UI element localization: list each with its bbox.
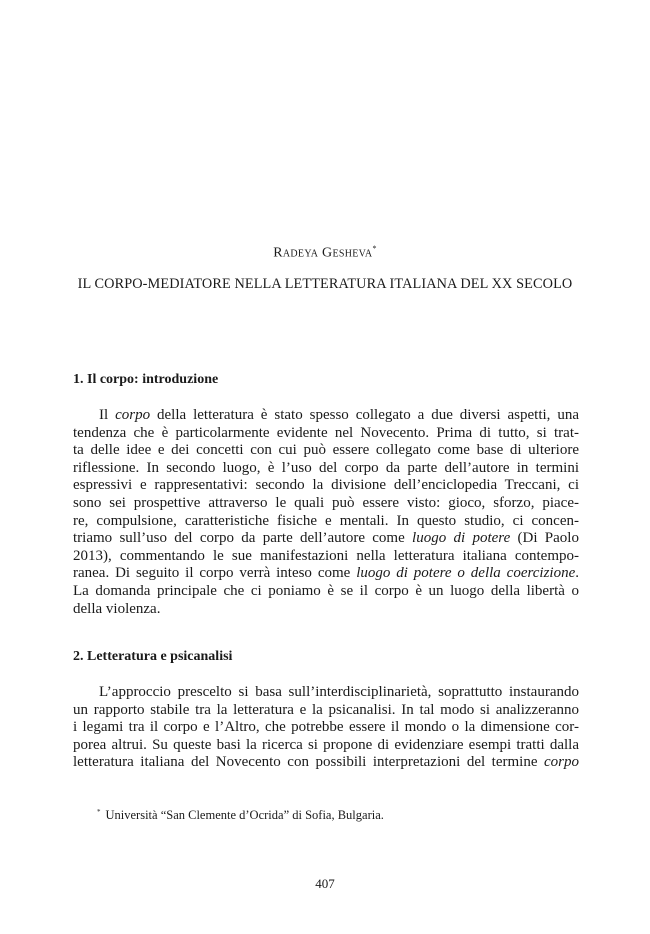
italic-term: corpo <box>544 754 579 771</box>
paragraph-line <box>73 530 579 548</box>
footnote-mark: * <box>97 808 101 816</box>
section-heading-1: 1. Il corpo: introduzione <box>73 372 219 387</box>
text-run: letteratura italiana del Novecento con possibili interpretazioni del termine <box>73 754 544 771</box>
section-2-paragraph <box>73 684 579 772</box>
author-name-text: Radeya Gesheva <box>273 245 373 261</box>
italic-term: luogo di potere <box>412 530 511 547</box>
text-run: ranea. Di seguito il corpo verrà inteso come <box>73 565 357 582</box>
italic-term: luogo di potere o della coercizione <box>356 565 576 582</box>
author-name <box>0 244 650 262</box>
paragraph-line <box>73 407 579 425</box>
text-run: (Di Paolo <box>510 530 579 547</box>
paragraph-line: della violenza. <box>73 600 161 617</box>
section-heading-2: 2. Letteratura e psicanalisi <box>73 649 233 664</box>
paragraph-line: riflessione. In secondo luogo, è l’uso del corpo da parte dell’autore in termini <box>73 459 579 476</box>
italic-term: corpo <box>115 407 151 423</box>
paragraph-line: ta delle idee e dei concetti con cui può essere collegato come base di ulteriore <box>73 442 579 459</box>
paragraph-line: 2013), commentando le sue manifestazioni nella letteratura italiana contempo- <box>73 547 579 564</box>
paragraph-line <box>73 565 579 583</box>
paragraph-line: sono sei prospettive attraverso le quali può essere visto: gioco, sforzo, piace- <box>73 494 579 511</box>
paragraph-line: L’approccio prescelto si basa sull’interdisciplinarietà, soprattutto instaurando <box>99 684 579 700</box>
footnote-text: Università “San Clemente d’Ocrida” di Sofia, Bulgaria. <box>105 808 384 823</box>
section-1-paragraph <box>73 407 579 618</box>
paragraph-line: La domanda principale che ci poniamo è se il corpo è un luogo della libertà o <box>73 582 579 599</box>
paragraph-line: un rapporto stabile tra la letteratura e la psicanalisi. In tal modo si analizzeranno <box>73 701 579 718</box>
footnote <box>97 808 384 823</box>
text-run: . <box>575 565 579 582</box>
text-run: della letteratura è stato spesso collegato a due diversi aspetti, una <box>150 407 579 423</box>
paragraph-line: porea altrui. Su queste basi la ricerca si propone di evidenziare esempi tratti dalla <box>73 736 579 753</box>
paragraph-line <box>73 754 579 772</box>
page-number: 407 <box>315 876 335 891</box>
paragraph-line: tendenza che è particolarmente evidente nel Novecento. Prima di tutto, si trat- <box>73 424 579 441</box>
text-run: Il <box>99 407 116 423</box>
paragraph-line: espressivi e rappresentativi: secondo la divisione dell’enciclopedia Treccani, ci <box>73 477 579 494</box>
text-run: triamo sull’uso del corpo da parte dell’autore come <box>73 530 413 547</box>
paper-title: IL CORPO-MEDIATORE NELLA LETTERATURA ITALIANA DEL XX SECOLO <box>77 276 573 292</box>
author-footnote-mark: * <box>372 244 377 253</box>
paragraph-line: i legami tra il corpo e l’Altro, che potrebbe essere il mondo o la dimensione cor- <box>73 719 579 736</box>
paragraph-line: re, compulsione, caratteristiche fisiche e mentali. In questo studio, ci concen- <box>73 512 579 529</box>
